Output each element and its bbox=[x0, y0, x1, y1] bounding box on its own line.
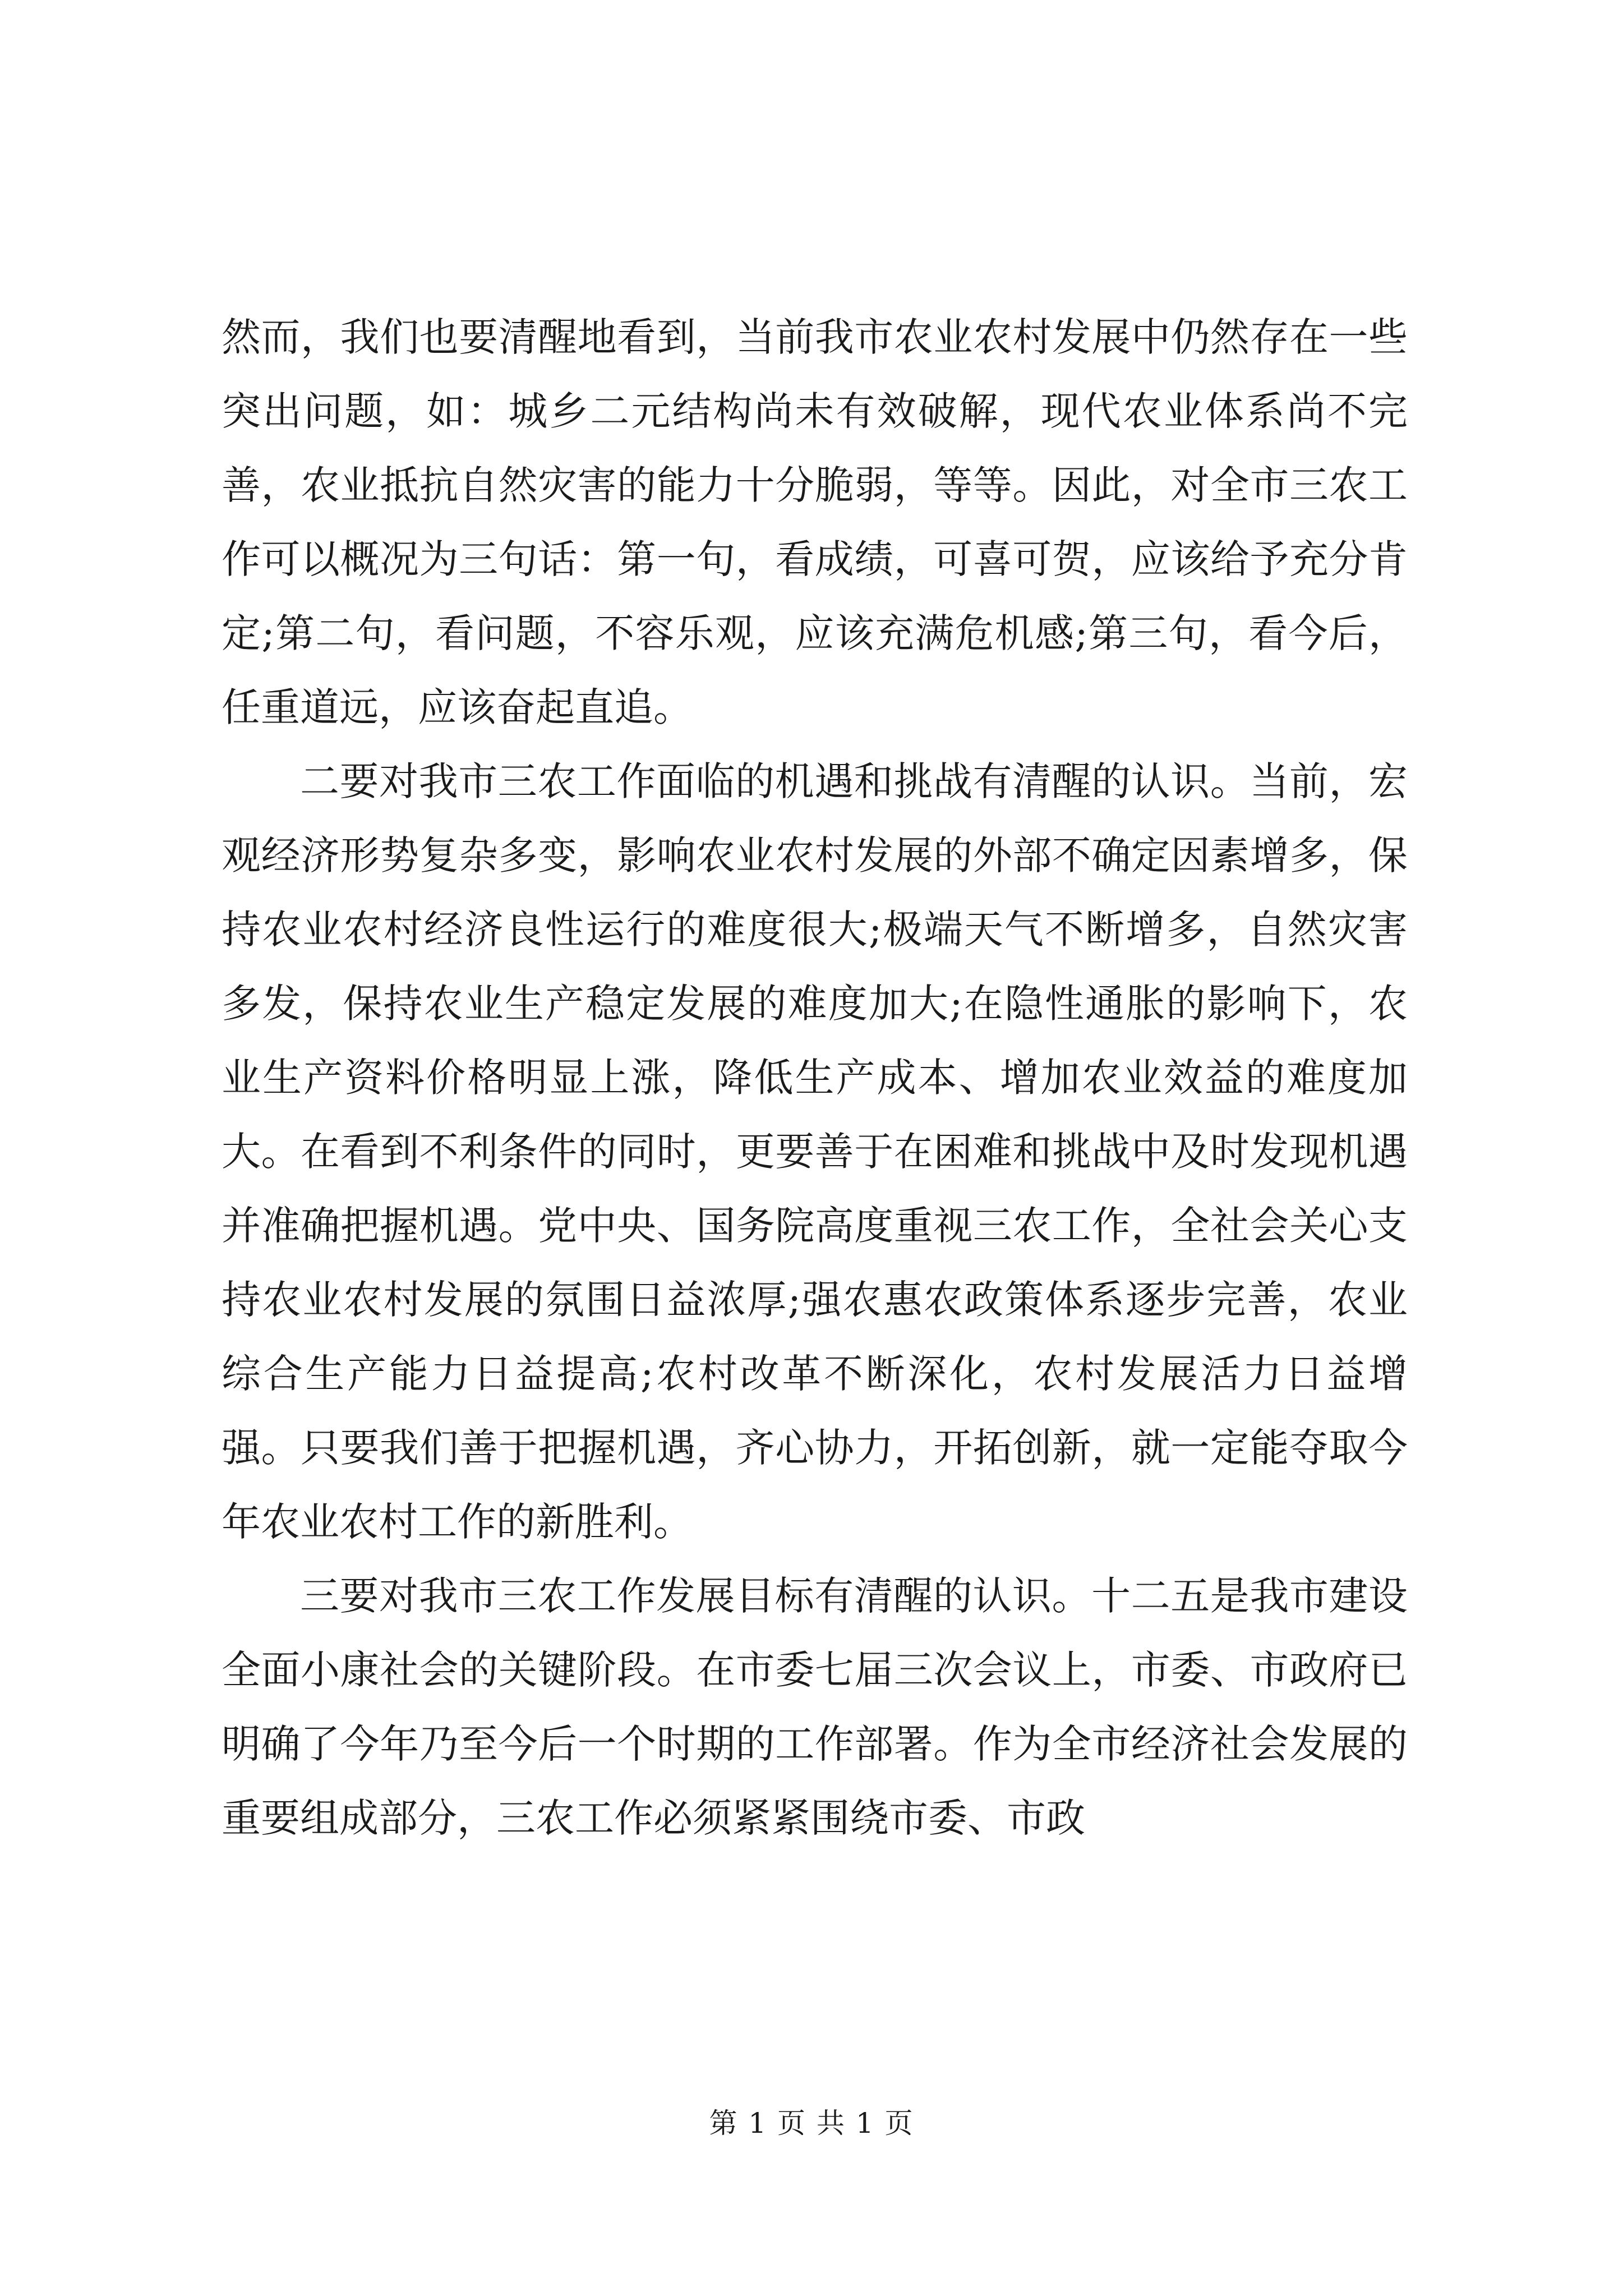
page-footer: 第 1 页 共 1 页 bbox=[709, 2107, 914, 2139]
paragraph-1: 然而，我们也要清醒地看到，当前我市农业农村发展中仍然存在一些突出问题，如：城乡二元结构尚未有效破解，现代农业体系尚不完善，农业抵抗自然灾害的能力十分脆弱，等等。因此，对全市三农工作可以概况为三句话：第一句，看成绩，可喜可贺，应该给予充分肯定;第二句，看问题，不容乐观，应该充满危机感;第三句，看今后，任重道远，应该奋起直追。 bbox=[222, 314, 1408, 730]
document-body bbox=[222, 300, 1408, 1855]
paragraph-2: 二要对我市三农工作面临的机遇和挑战有清醒的认识。当前，宏观经济形势复杂多变，影响农业农村发展的外部不确定因素增多，保持农业农村经济良性运行的难度很大;极端天气不断增多，自然灾害多发，保持农业生产稳定发展的难度加大;在隐性通胀的影响下，农业生产资料价格明显上涨，降低生产成本、增加农业效益的难度加大。在看到不利条件的同时，更要善于在困难和挑战中及时发现机遇并准确把握机遇。党中央、国务院高度重视三农工作，全社会关心支持农业农村发展的氛围日益浓厚;强农惠农政策体系逐步完善，农业综合生产能力日益提高;农村改革不断深化，农村发展活力日益增强。只要我们善于把握机遇，齐心协力，开拓创新，就一定能夺取今年农业农村工作的新胜利。 bbox=[222, 758, 1408, 1545]
paragraph-3: 三要对我市三农工作发展目标有清醒的认识。十二五是我市建设全面小康社会的关键阶段。在市委七届三次会议上，市委、市政府已明确了今年乃至今后一个时期的工作部署。作为全市经济社会发展的重要组成部分，三农工作必须紧紧围绕市委、市政 bbox=[222, 1573, 1408, 1841]
